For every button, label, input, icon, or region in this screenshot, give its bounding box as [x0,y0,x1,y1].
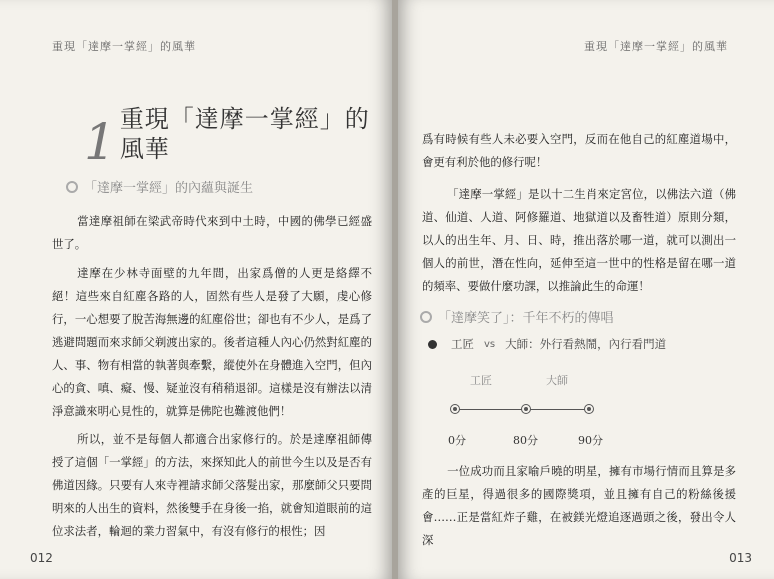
comparison-line [428,336,666,352]
page-number: 013 [729,551,752,565]
scale-label: 工匠 [470,374,492,387]
comparison-vs: vs [484,338,496,350]
paragraph: 一位成功而且家喻戶曉的明星，擁有市場行情而且算是多產的巨星，得過很多的國際獎項，並且擁有自己的粉絲後援會……正是當紅炸子雞，在被鎂光燈追逐過頭之後，發出令人深 [422,464,736,547]
paragraph: 「達摩一掌經」是以十二生肖來定宮位，以佛法六道（佛道、仙道、人道、阿修羅道、地獄道以及畜牲道）原則分類，以人的出生年、月、日、時，推出落於哪一道，就可以測出一個人的前世，潛在性向，延伸至這一世中的性格是留在哪一道的頻率、要做什麼功課，以推論此生的命運！ [422,187,736,293]
paragraph: 當達摩祖師在梁武帝時代來到中土時，中國的佛學已經盛世了。 [52,214,372,251]
scale-value: 80分 [513,434,538,447]
comparison-left: 工匠 [451,337,474,351]
chapter-number: 1 [84,113,116,171]
paragraph: 爲有時候有些人未必要入空門，反而在他自己的紅塵道場中，會更有利於他的修行呢！ [422,132,736,169]
score-scale-diagram [450,402,602,418]
page-number: 012 [30,551,53,565]
right-page [398,0,774,579]
scale-point-icon [584,404,594,414]
running-head: 重現「達摩一掌經」的風華 [584,40,728,53]
chapter-title: 重現「達摩一掌經」的風華 [119,105,370,163]
bullet-dot-icon [428,340,437,349]
chapter-heading [84,104,392,171]
comparison-right: 大師：外行看熱鬧，內行看門道 [505,337,667,351]
circle-bullet-icon [66,181,78,193]
section-title: 「達摩一掌經」的內蘊與誕生 [84,181,254,196]
scale-label: 大師 [546,374,568,387]
scale-value: 90分 [578,434,603,447]
running-head: 重現「達摩一掌經」的風華 [52,40,196,53]
section-heading [66,177,253,196]
scale-point-icon [521,404,531,414]
paragraph: 所以，並不是每個人都適合出家修行的。於是達摩祖師傳授了這個「一掌經」的方法，來探知此人的前世今生以及是否有佛道因緣。只要有人來寺裡請求師父落髮出家，那麼師父只要問明來的人出生的資料，然後雙手在身後一掐，就會知道眼前的這位求法者，輪迴的業力習氣中，有沒有修行的根性；因 [52,432,372,538]
scale-point-icon [450,404,460,414]
section-title: 「達摩笑了」：千年不朽的傳唱 [438,311,614,326]
scale-value: 0分 [448,434,466,447]
section-heading [420,307,614,326]
circle-bullet-icon [420,311,432,323]
paragraph: 達摩在少林寺面壁的九年間，出家爲僧的人更是絡繹不絕！這些來自紅塵各路的人，固然有些人是發了大願，虔心修行，一心想要了脫苦海無邊的紅塵俗世；卻也有不少人，是爲了逃避問題而來求師父剃渡出家的。後者這種人內心仍然對紅塵的人、事、物有相當的執著與牽繫，縱使外在身體進入空門，但內心的貪、嗔、癡、慢、疑並沒有稍稍退卻。這樣是沒有辦法以清淨意識來明心見性的，就算是佛陀也難渡他們！ [52,266,372,418]
